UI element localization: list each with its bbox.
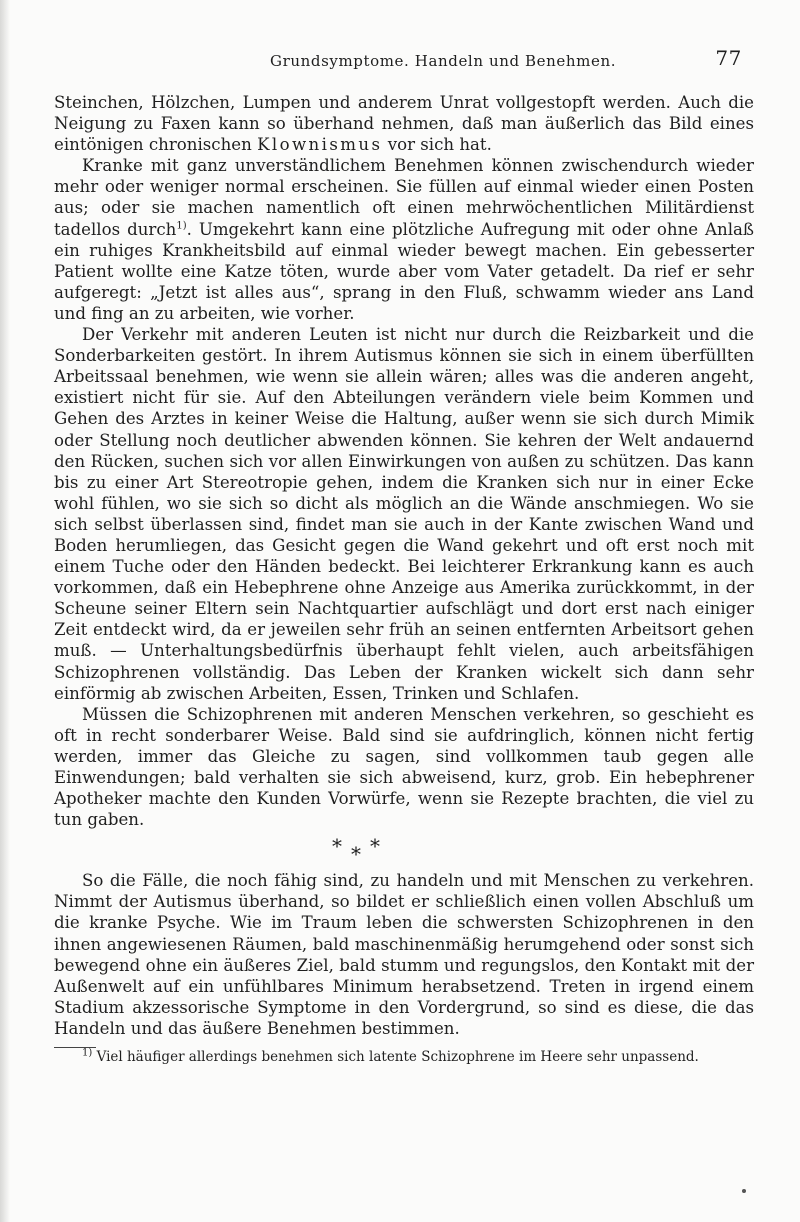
print-speck xyxy=(742,1189,746,1193)
paragraph-1-text: Steinchen, Hölzchen, Lumpen und anderem Unrat vollgestopft werden. Auch die Neigung zu Faxen kann so überhand nehmen, daß man äußerlich das Bild eines eintönigen chronischen xyxy=(54,93,754,155)
spine-shadow xyxy=(0,0,10,1222)
body-text xyxy=(54,92,754,1066)
paragraph-3: Der Verkehr mit anderen Leuten ist nicht nur durch die Reizbarkeit und die Sonderbarkeiten gestört. In ihrem Autismus können sie sich in einem überfüllten Arbeitssaal benehmen, wie wenn sie allein wären; alles was die anderen angeht, existiert nicht für sie. Auf den Abteilungen verändern viele beim Kommen und Gehen des Arztes in keiner Weise die Haltung, außer wenn sie sich durch Mimik oder Stellung noch deutlicher abwenden können. Sie kehren der Welt andauernd den Rücken, suchen sich vor allen Einwirkungen von außen zu schützen. Das kann bis zu einer Art Stereotropie gehen, indem die Kranken sich nur in einer Ecke wohl fühlen, wo sie sich so dicht als möglich an die Wände anschmiegen. Wo sie sich selbst überlassen sind, findet man sie auch in der Kante zwischen Wand und Boden herumliegen, das Gesicht gegen die Wand gekehrt und oft erst noch mit einem Tuche oder den Händen bedeckt. Bei leichterer Erkrankung kann es auch vorkommen, daß ein Hebephrene ohne Anzeige aus Amerika zurückkommt, in der Scheune seiner Eltern sein Nachtquartier aufschlägt und dort erst nach einiger Zeit entdeckt wird, da er jeweilen sehr früh an seinen entfernten Arbeitsort gehen muß. — Unterhaltungsbedürfnis überhaupt fehlt vielen, auch arbeitsfähigen Schizophrenen vollständig. Das Leben der Kranken wickelt sich dann sehr einförmig ab zwischen Arbeiten, Essen, Trinken und Schlafen. xyxy=(54,325,754,703)
paragraph-2-text-a: Kranke mit ganz unverständlichem Benehmen können zwischendurch wieder mehr oder weniger normal erscheinen. Sie füllen auf einmal wieder einen Posten aus; oder sie machen namentlich oft einen mehrwöchentlichen Militärdienst tadellos durch xyxy=(54,156,754,239)
asterisk-right: * xyxy=(370,834,380,859)
paragraph-1-end: vor sich hat. xyxy=(387,135,492,155)
footnote-reference: 1) xyxy=(176,220,187,232)
section-asterism xyxy=(54,830,754,870)
footnote xyxy=(54,1048,754,1066)
paragraph-5: So die Fälle, die noch fähig sind, zu handeln und mit Menschen zu verkehren. Nimmt der Autismus überhand, so bildet er schließlich einen vollen Abschluß um die kranke Psyche. Wie im Traum leben die schwersten Schizophrenen in den ihnen angewiesenen Räumen, bald maschinenmäßig herumgehend oder sonst sich bewegend ohne ein äußeres Ziel, bald stumm und regungslos, den Kontakt mit der Außenwelt auf ein unfühlbares Minimum herabsetzend. Treten in irgend einem Stadium akzessorische Symptome in den Vordergrund, so sind es diese, die das Handeln und das äußere Benehmen bestimmen. xyxy=(54,871,754,1038)
page-number: 77 xyxy=(715,46,742,70)
running-head-title: Grundsymptome. Handeln und Benehmen. xyxy=(270,52,617,70)
paragraph-4: Müssen die Schizophrenen mit anderen Menschen verkehren, so geschieht es oft in recht sonderbarer Weise. Bald sind sie aufdringlich, können nicht fertig werden, immer das Gleiche zu sagen, sind vollkommen taub gegen alle Einwendungen; bald verhalten sie sich abweisend, kurz, grob. Ein hebephrener Apotheker machte den Kunden Vorwürfe, wenn sie Rezepte brachten, die viel zu tun gaben. xyxy=(54,704,754,830)
emphasized-term: Klownismus xyxy=(257,135,383,155)
paragraph-2-text-b: . Umgekehrt kann eine plötzliche Aufregung mit oder ohne Anlaß ein ruhiges Krankheitsbild auf einmal wieder bewegt machen. Ein gebesserter Patient wollte eine Katze töten, wurde aber vom Vater getadelt. Da rief er sehr aufgeregt: „Jetzt ist alles aus“, sprang in den Fluß, schwamm wieder ans Land und fing an zu arbeiten, wie vorher. xyxy=(54,219,755,323)
running-head xyxy=(270,46,742,76)
footnote-marker: 1) xyxy=(82,1047,93,1059)
asterisk-middle: * xyxy=(351,842,361,867)
paragraph-1 xyxy=(54,92,754,155)
paragraph-2 xyxy=(54,155,754,324)
asterisk-left: * xyxy=(332,834,342,859)
footnote-text: Viel häufiger allerdings benehmen sich latente Schizophrene im Heere sehr unpassend. xyxy=(96,1049,699,1066)
